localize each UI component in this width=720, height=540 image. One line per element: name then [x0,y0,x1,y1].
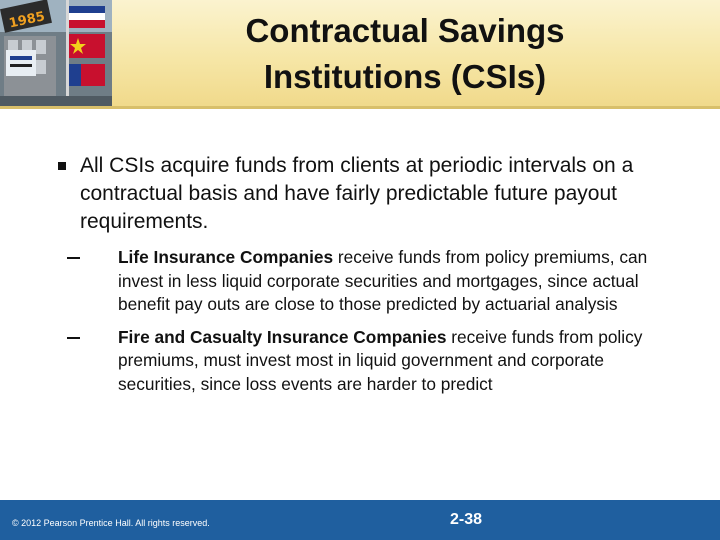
square-bullet-icon [58,162,66,170]
sub-bullet-text: receive funds from policy premiums, must invest most in liquid government and corporate securities, since loss events are harder to predict [118,326,643,394]
dash-bullet-icon [67,337,80,339]
svg-text:1985: 1985 [7,9,47,32]
copyright-notice: © 2012 Pearson Prentice Hall. All rights reserved. [12,518,210,528]
footer-bar [0,500,720,540]
sub-bullet-fire-casualty [67,326,678,397]
header-divider [0,106,720,109]
stock-exchange-flags-photo [0,0,112,106]
title-line-2: Institutions (CSIs) [263,58,547,95]
header-banner [0,0,720,108]
sub-bullet-heading: Life Insurance Companies [118,247,334,267]
slide-number: 2-38 [450,511,483,528]
slide-body [58,152,678,405]
sub-bullet-list [67,246,678,396]
slide-title [170,8,640,100]
sub-bullet-text: receive funds from policy premiums, can invest in less liquid corporate securities and mortgages, since actual benefit pay outs are close to those predicted by actuarial analysis [118,247,648,314]
main-bullet-text: All CSIs acquire funds from clients at periodic intervals on a contractual basis and have fairly predictable future payout requirements. [80,154,634,233]
sub-bullet-life-insurance [67,246,678,317]
title-line-1: Contractual Savings [245,12,565,49]
sub-bullet-heading: Fire and Casualty Insurance Companies [118,326,447,347]
dash-bullet-icon [67,257,80,259]
main-bullet [58,152,678,236]
